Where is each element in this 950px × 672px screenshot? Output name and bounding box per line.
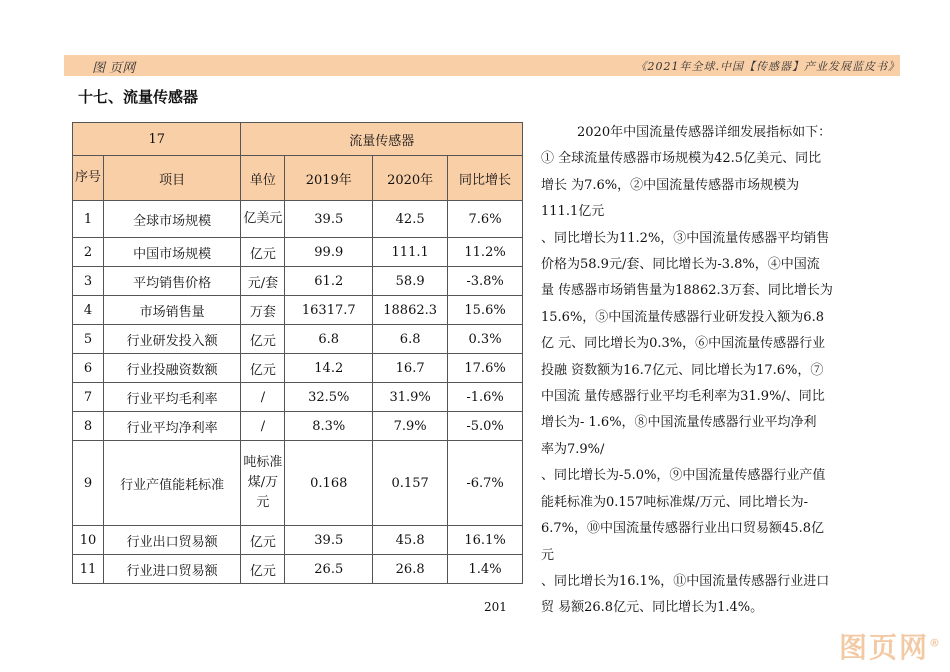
watermark-logo (839, 626, 942, 666)
header-right-text: 《2021年全球.中国【传感器】产业发展蓝皮书》 (635, 60, 900, 73)
table-cell: 39.5 (285, 201, 373, 238)
table-row (73, 526, 523, 555)
table-cell: 7.6% (448, 201, 523, 238)
table-cell: 行业平均毛利率 (103, 383, 241, 412)
table-cell: 亿元 (241, 354, 285, 383)
section-title: 十七、流量传感器 (78, 88, 199, 106)
table-cell: 亿元 (241, 238, 285, 267)
paragraph-line: 、同比增长为11.2%，③中国流量传感器平均销售 (541, 230, 830, 246)
table-cell: 1.4% (448, 555, 523, 584)
paragraph-line: 、同比增长为16.1%，⑪中国流量传感器行业进口 (541, 573, 830, 589)
column-header: 单位 (241, 156, 285, 201)
column-header: 序号 (73, 156, 104, 201)
table-cell: 行业出口贸易额 (103, 526, 241, 555)
table-cell: 亿元 (241, 526, 285, 555)
paragraph-line: 增长为- 1.6%，⑧中国流量传感器行业平均净利 (541, 415, 817, 431)
registered-mark: ® (929, 636, 942, 650)
table-cell: 6.8 (285, 325, 373, 354)
table-cell: 行业进口贸易额 (103, 555, 241, 584)
table-row (73, 555, 523, 584)
column-header: 同比增长 (448, 156, 523, 201)
paragraph-line: 能耗标准为0.157吨标准煤/万元、同比增长为- (541, 494, 808, 510)
table-cell: 18862.3 (373, 296, 448, 325)
table-cell: 26.5 (285, 555, 373, 584)
table-cell: 1 (73, 201, 104, 238)
paragraph-line: 中国流 量传感器行业平均毛利率为31.9%/、同比 (541, 389, 825, 405)
table-cell: 0.168 (285, 441, 373, 526)
table-cell: 7.9% (373, 412, 448, 441)
page-number: 201 (484, 600, 507, 614)
table-cell: -1.6% (448, 383, 523, 412)
table-cell: 平均销售价格 (103, 267, 241, 296)
paragraph-line: 价格为58.9元/套、同比增长为-3.8%，④中国流 (541, 257, 820, 273)
table-cell: 26.8 (373, 555, 448, 584)
paragraph-line: 量 传感器市场销售量为18862.3万套、同比增长为 (541, 283, 833, 299)
header-left-text: 图 页网 (92, 61, 136, 76)
table-cell: 16317.7 (285, 296, 373, 325)
table-header-row (73, 156, 523, 201)
table-row (73, 441, 523, 526)
paragraph-line: 2020年中国流量传感器详细发展指标如下： (577, 125, 832, 140)
table-cell: 行业平均净利率 (103, 412, 241, 441)
table-title-cell: 流量传感器 (241, 123, 523, 156)
paragraph-line: 6.7%，⑩中国流量传感器行业出口贸易额45.8亿 (541, 521, 824, 537)
paragraph-line: 、同比增长为-5.0%，⑨中国流量传感器行业产值 (541, 468, 826, 484)
table-cell: 2 (73, 238, 104, 267)
table-cell: 32.5% (285, 383, 373, 412)
table-cell: 行业研发投入额 (103, 325, 241, 354)
table-cell: 39.5 (285, 526, 373, 555)
table-cell: 31.9% (373, 383, 448, 412)
table-cell: 5 (73, 325, 104, 354)
table-cell: 8 (73, 412, 104, 441)
paragraph-line: 贸 易额26.8亿元、同比增长为1.4%。 (541, 600, 764, 616)
table-cell: 111.1 (373, 238, 448, 267)
table-cell: -6.7% (448, 441, 523, 526)
table-row (73, 296, 523, 325)
table-cell: 万套 (241, 296, 285, 325)
table-cell: -5.0% (448, 412, 523, 441)
table-row (73, 412, 523, 441)
table-cell: / (241, 383, 285, 412)
table-row (73, 325, 523, 354)
column-header: 2020年 (373, 156, 448, 201)
table-row (73, 238, 523, 267)
table-cell: 61.2 (285, 267, 373, 296)
table-row (73, 267, 523, 296)
paragraph-line: 111.1亿元 (541, 204, 605, 220)
table-cell: 16.1% (448, 526, 523, 555)
table-row (73, 354, 523, 383)
paragraph-line: 15.6%，⑤中国流量传感器行业研发投入额为6.8 (541, 309, 824, 325)
table-cell: 0.157 (373, 441, 448, 526)
table-cell: 14.2 (285, 354, 373, 383)
summary-paragraph (541, 120, 895, 622)
table-cell: 亿美元 (241, 201, 285, 238)
table-cell: 42.5 (373, 201, 448, 238)
table-cell: 亿元 (241, 555, 285, 584)
paragraph-line: 元 (541, 547, 555, 563)
table-cell: 9 (73, 441, 104, 526)
table-cell: 11 (73, 555, 104, 584)
table-cell: 15.6% (448, 296, 523, 325)
table-cell: 8.3% (285, 412, 373, 441)
table-cell: 3 (73, 267, 104, 296)
table-cell: 45.8 (373, 526, 448, 555)
table-cell: 99.9 (285, 238, 373, 267)
table-cell: 中国市场规模 (103, 238, 241, 267)
table-cell: 全球市场规模 (103, 201, 241, 238)
table-row (73, 383, 523, 412)
table-title-row (73, 123, 523, 156)
table-cell: 元/套 (241, 267, 285, 296)
column-header: 2019年 (285, 156, 373, 201)
logo-text: 图页网 (838, 631, 929, 664)
table-cell: 16.7 (373, 354, 448, 383)
paragraph-line: 率为7.9%/ (541, 441, 605, 457)
column-header: 项目 (103, 156, 241, 201)
table-cell: 17.6% (448, 354, 523, 383)
table-id-cell: 17 (73, 123, 241, 156)
table-cell: 行业产值能耗标准 (103, 441, 241, 526)
table-cell: 亿元 (241, 325, 285, 354)
table-cell: -3.8% (448, 267, 523, 296)
table-cell: 4 (73, 296, 104, 325)
paragraph-line: 增长 为7.6%，②中国流量传感器市场规模为 (541, 177, 800, 193)
indicator-table (72, 122, 523, 584)
table-cell: 6.8 (373, 325, 448, 354)
paragraph-line: ① 全球流量传感器市场规模为42.5亿美元、同比 (541, 151, 822, 167)
table-cell: 58.9 (373, 267, 448, 296)
table-cell: 0.3% (448, 325, 523, 354)
table-row (73, 201, 523, 238)
table-cell: 行业投融资数额 (103, 354, 241, 383)
table-cell: 10 (73, 526, 104, 555)
table-cell: 7 (73, 383, 104, 412)
table-cell: 吨标准煤/万元 (241, 441, 285, 526)
paragraph-line: 亿 元、同比增长为0.3%，⑥中国流量传感器行业 (541, 336, 826, 352)
table-cell: / (241, 412, 285, 441)
table-cell: 6 (73, 354, 104, 383)
table-cell: 11.2% (448, 238, 523, 267)
paragraph-line: 投融 资数额为16.7亿元、同比增长为17.6%，⑦ (541, 362, 824, 378)
table-cell: 市场销售量 (103, 296, 241, 325)
